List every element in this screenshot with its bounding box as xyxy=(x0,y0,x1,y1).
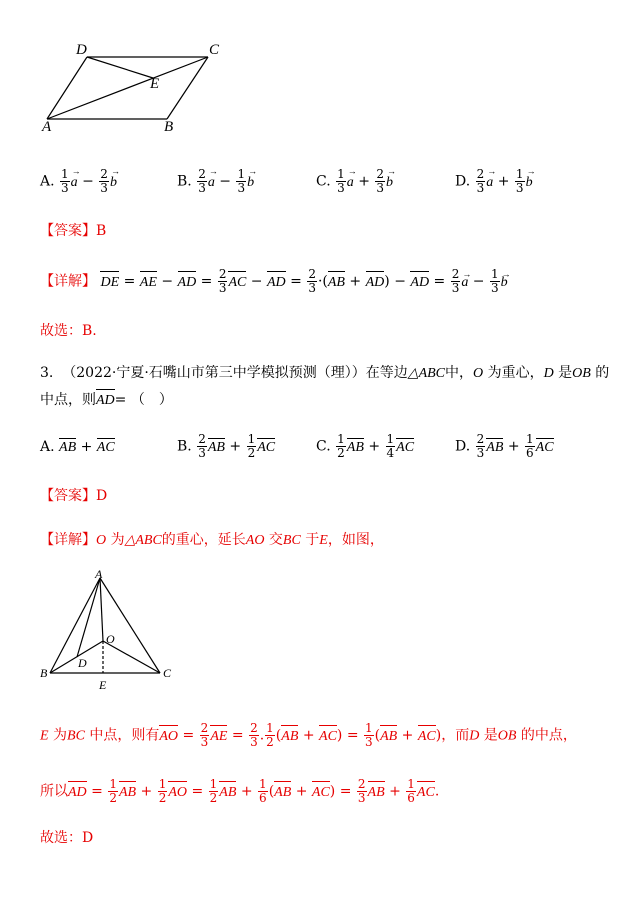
q3-option-b[interactable]: B. $\frac{2}{3}$ AB + $\frac{1}{2}$ AC xyxy=(177,432,276,460)
q2-option-a[interactable]: A. $\frac{1}{3}$ a → − $\frac{2}{3}$ b → xyxy=(40,168,117,195)
q3-detail-line3: 所以AD = $\frac{1}{2}$ AB + $\frac{1}{2}$ AO = $\frac{1}{2}$ AB + $\frac{1}{6}$ (AB + AC) = $\frac{2}{3}$ AB + $\frac{1}{6}$ AC. xyxy=(40,777,440,805)
q3-option-c[interactable]: C. $\frac{1}{2}$ AB + $\frac{1}{4}$ AC xyxy=(316,432,415,460)
q2-answer: 【答案】B xyxy=(40,223,107,239)
label-d: D xyxy=(76,42,87,58)
q3-stem-line1: 3. （2022·宁夏·石嘴山市第三中学模拟预测（理））在等边△ABC中，O 为重心，D 是OB 的 xyxy=(40,365,610,381)
label-c2: C xyxy=(163,666,172,680)
label-b2: B xyxy=(40,666,48,680)
label-a: A xyxy=(42,119,52,135)
q2-option-d[interactable]: D. $\frac{2}{3}$ a → + $\frac{1}{3}$ b → xyxy=(455,168,533,195)
label-d2: D xyxy=(78,656,87,670)
q3-answer: 【答案】D xyxy=(40,488,108,504)
label-a2: A xyxy=(95,567,103,581)
q3-detail-line1: 【详解】O 为△ABC的重心，延长AO 交BC 于E，如图， xyxy=(40,532,384,548)
label-e2: E xyxy=(99,678,107,692)
label-o: O xyxy=(106,632,115,646)
label-c: C xyxy=(209,42,220,58)
q2-conclusion: 故选：B. xyxy=(40,323,97,339)
q2-detail: 【详解】 DE = AE − AD = $\frac{2}{3}$ AC − AD = $\frac{2}{3}$ ·(AB + AD) − AD = $\frac{2}{3}$ a → − $\frac{1}{3}$ b → xyxy=(40,268,508,295)
q2-option-b[interactable]: B. $\frac{2}{3}$ a → − $\frac{1}{3}$ b → xyxy=(177,168,254,195)
q3-detail-line2: E 为BC 中点，则有AO = $\frac{2}{3}$ AE = $\frac{2}{3}$ . $\frac{1}{2}$ (AB + AC) = $\frac{1}{3}$ (AB + AC)，而D 是OB 的中点， xyxy=(40,721,577,749)
parallelogram-figure xyxy=(40,40,230,140)
q3-stem-line2: 中点，则AD= （ ） xyxy=(40,388,173,411)
triangle-figure xyxy=(40,566,180,686)
q3-conclusion: 故选：D xyxy=(40,830,94,846)
label-e: E xyxy=(150,76,160,92)
q3-option-a[interactable]: A. AB + AC xyxy=(40,439,115,455)
q3-option-d[interactable]: D. $\frac{2}{3}$ AB + $\frac{1}{6}$ AC xyxy=(455,432,554,460)
q2-option-c[interactable]: C. $\frac{1}{3}$ a → + $\frac{2}{3}$ b → xyxy=(316,168,393,195)
label-b: B xyxy=(164,119,174,135)
